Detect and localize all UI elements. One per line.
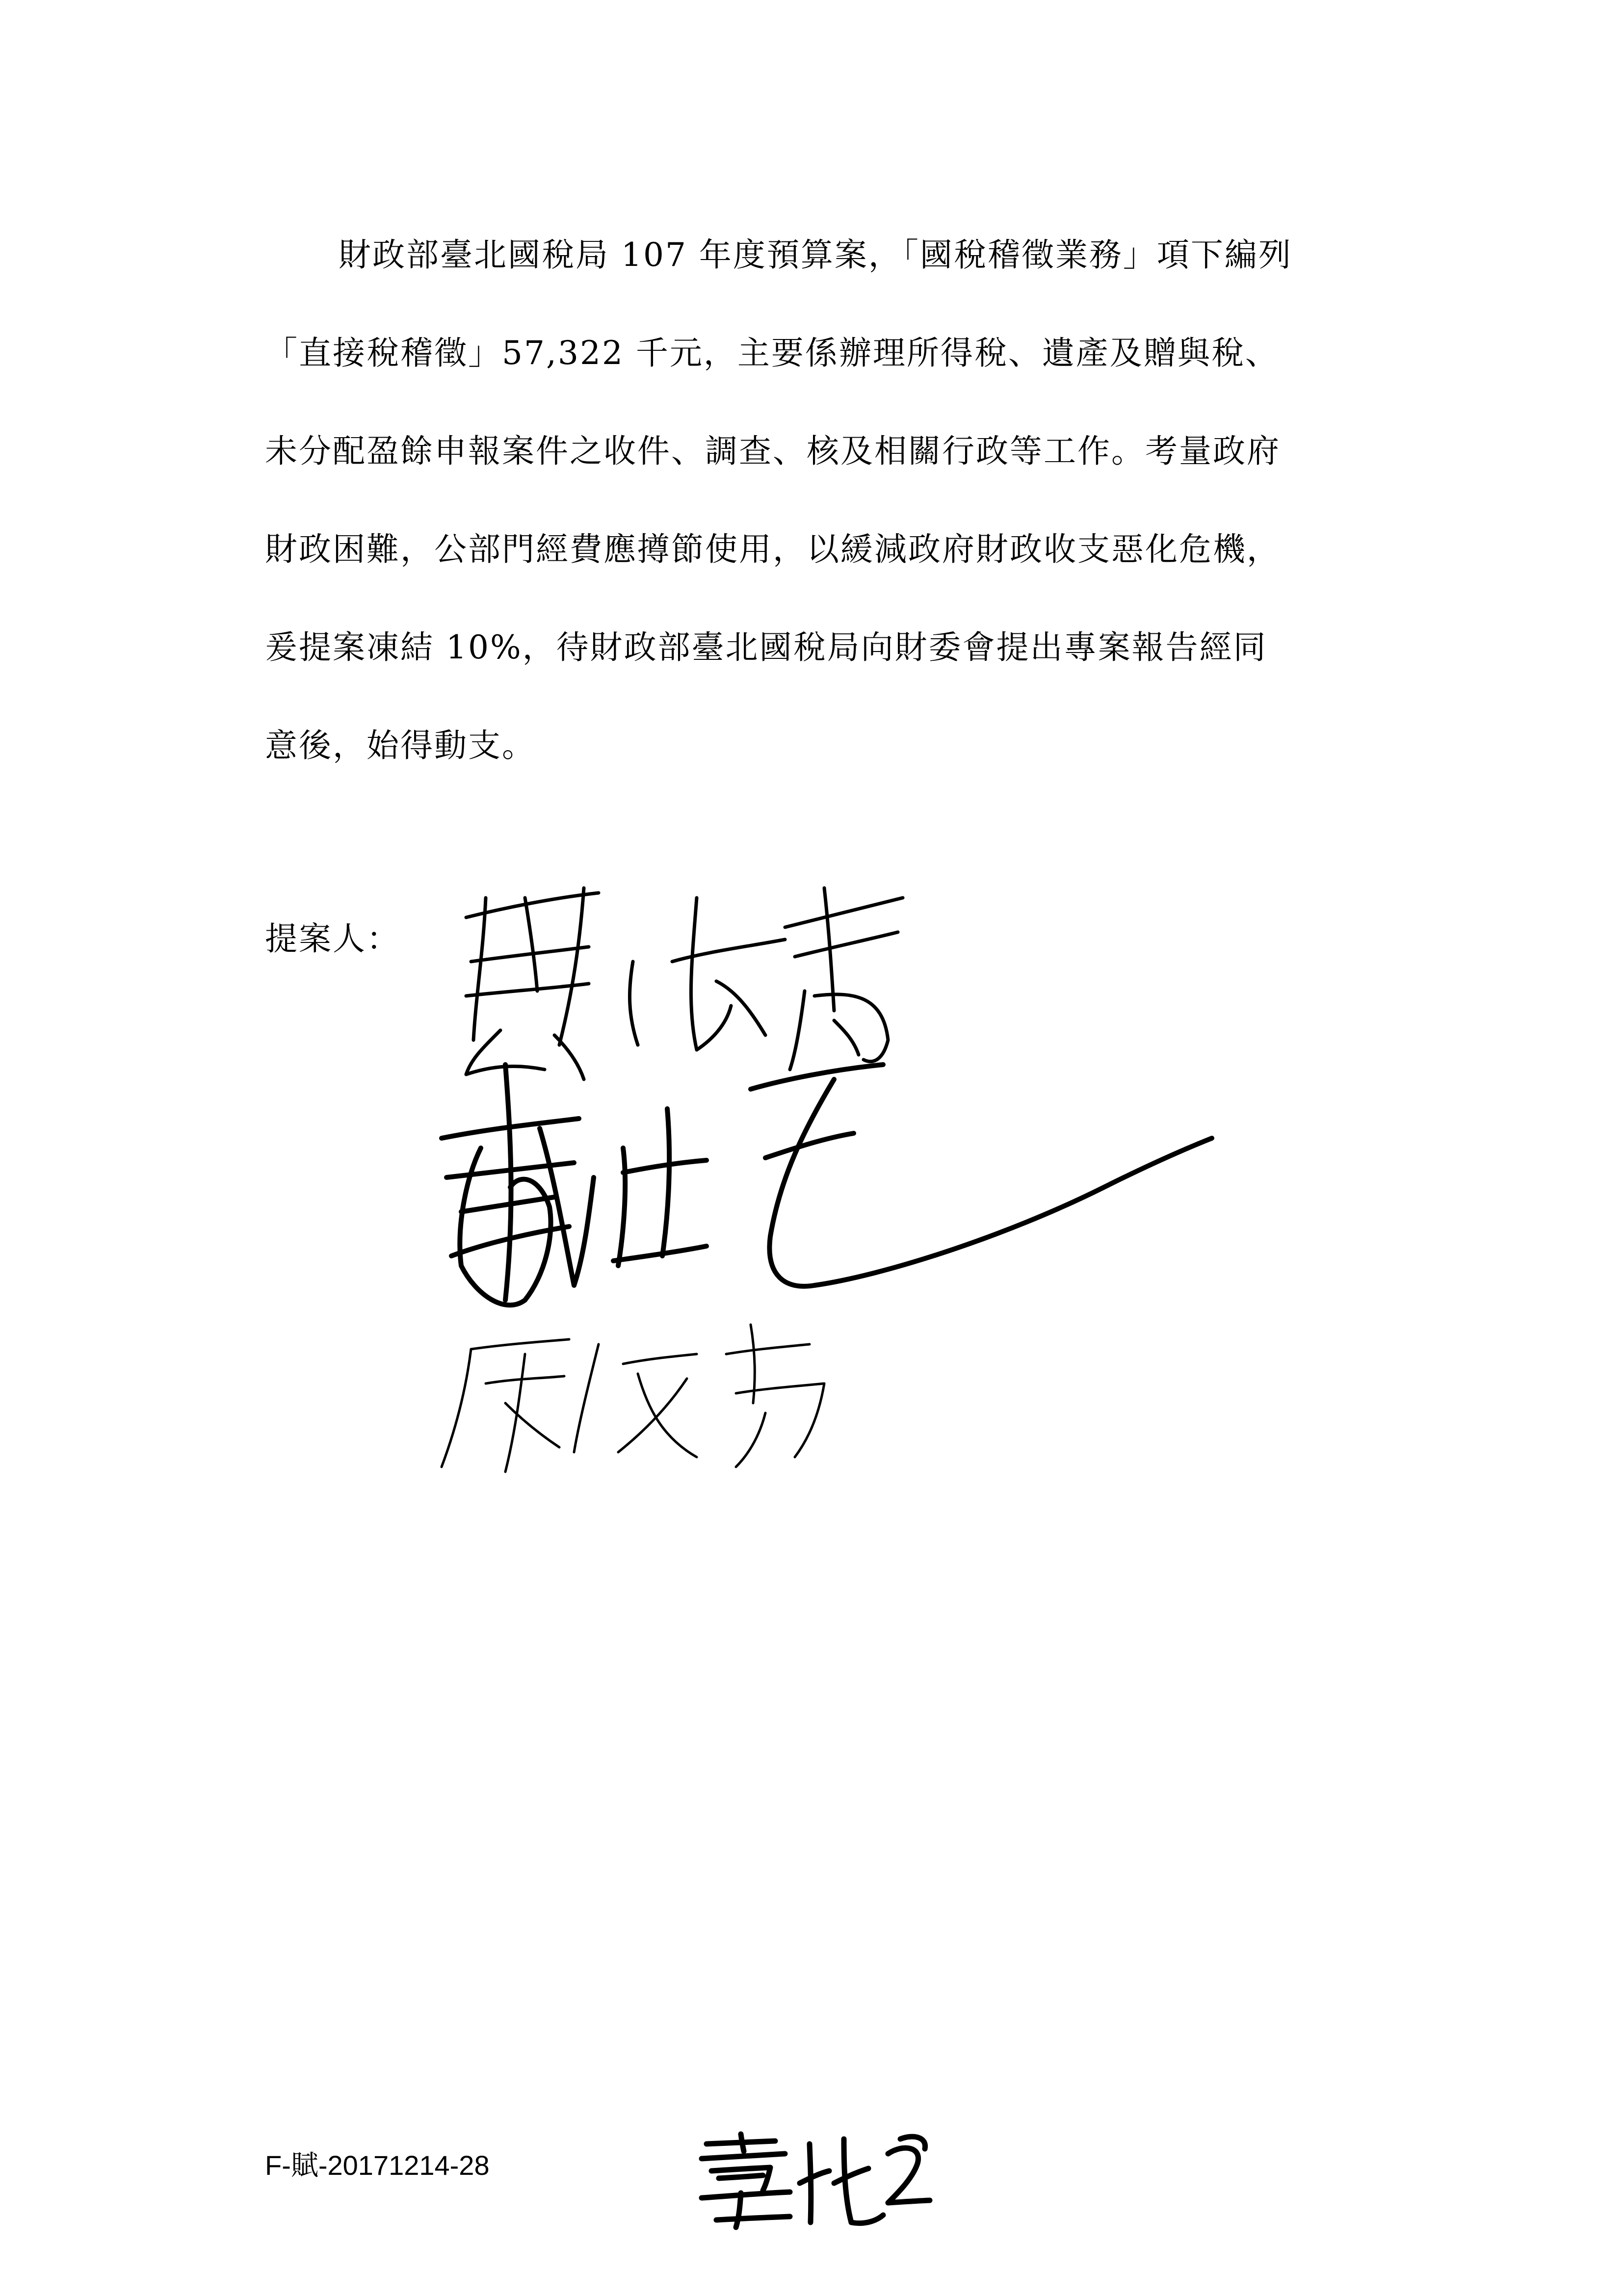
paragraph-line-4: 財政困難，公部門經費應撙節使用，以緩減政府財政收支惡化危機， <box>265 530 1281 568</box>
handwritten-marking <box>682 2124 937 2232</box>
paragraph-line-5: 爰提案凍結 10%，待財政部臺北國稅局向財委會提出專案報告經同 <box>265 628 1267 666</box>
proposer-label: 提案人： <box>265 920 400 958</box>
paragraph-line-2: 「直接稅稽徵」57,322 千元，主要係辦理所得稅、遺產及贈與稅、 <box>265 334 1279 372</box>
signature-2 <box>442 1065 1212 1305</box>
paragraph-line-6: 意後，始得動支。 <box>265 727 536 764</box>
signatures-block <box>393 834 1276 1531</box>
signature-3 <box>442 1325 824 1472</box>
proposal-paragraph <box>265 206 1403 795</box>
signature-1 <box>466 888 903 1079</box>
paragraph-line-1: 財政部臺北國稅局 107 年度預算案，「國稅稽徵業務」項下編列 <box>339 236 1292 274</box>
paragraph-line-3: 未分配盈餘申報案件之收件、調查、核及相關行政等工作。考量政府 <box>265 432 1281 470</box>
document-code: F-賦-20171214-28 <box>265 2150 490 2181</box>
